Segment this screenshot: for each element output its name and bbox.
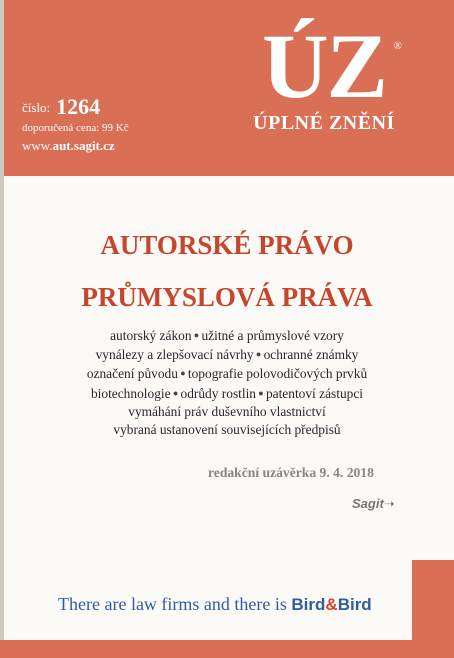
editorial-deadline: redakční uzávěrka 9. 4. 2018	[208, 465, 374, 480]
topic-item: autorský zákon	[110, 328, 192, 343]
topic-line	[40, 384, 414, 403]
ad-ampersand: &	[325, 595, 338, 614]
topic-line	[40, 421, 414, 439]
cover-edge	[0, 0, 4, 658]
title-line-1: AUTORSKÉ PRÁVO	[100, 230, 354, 260]
topic-item: biotechnologie	[90, 385, 171, 401]
website-domain: aut.sagit.cz	[52, 138, 115, 153]
topic-item: vybraná ustanovení souvisejících předpisů	[113, 422, 341, 438]
bullet-icon: ●	[191, 330, 202, 340]
website-prefix: www.	[22, 138, 53, 153]
bullet-icon: ●	[177, 368, 188, 379]
logo-subtitle: ÚPLNÉ ZNĚNÍ	[253, 112, 395, 134]
topic-line	[40, 345, 414, 364]
publisher-name: Sagit	[352, 496, 384, 511]
publisher-logo	[352, 496, 395, 512]
topic-item: označení původu	[86, 366, 178, 382]
website	[22, 138, 129, 154]
topic-line	[40, 326, 414, 345]
topic-item: odrůdy rostlin	[180, 385, 257, 401]
topic-item: užitné a průmyslové vzory	[201, 328, 344, 343]
ad-text: There are law firms and there is	[58, 594, 292, 614]
topics-list	[40, 326, 414, 439]
uz-logo	[244, 15, 404, 148]
topic-item: vynálezy a zlepšovací návrhy	[95, 347, 254, 363]
title-line-2: PRŮMYSLOVÁ PRÁVA	[81, 282, 373, 312]
topic-line	[40, 364, 414, 383]
logo-main: ÚZ	[262, 15, 386, 117]
ad-brand-2: Bird	[337, 595, 372, 614]
footer-band	[0, 640, 454, 658]
issue-label: číslo:	[22, 100, 51, 115]
advertisement	[58, 594, 372, 615]
bullet-icon: ●	[256, 387, 266, 398]
bullet-icon: ●	[170, 387, 181, 398]
issue-number-line	[22, 94, 129, 120]
topic-item: ochranné známky	[263, 347, 359, 363]
topic-line	[40, 403, 414, 421]
issue-info	[22, 94, 129, 154]
recommended-price: doporučená cena: 99 Kč	[22, 122, 129, 134]
registered-mark: ®	[393, 40, 402, 52]
arrow-icon: ➝	[383, 496, 395, 511]
issue-number: 1264	[56, 94, 101, 119]
topic-item: vymáhání práv duševního vlastnictví	[128, 403, 326, 419]
topic-item: patentoví zástupci	[265, 385, 364, 401]
topic-item: topografie polovodičových prvků	[187, 366, 368, 382]
ad-brand-1: Bird	[291, 595, 326, 614]
bullet-icon: ●	[253, 349, 264, 360]
